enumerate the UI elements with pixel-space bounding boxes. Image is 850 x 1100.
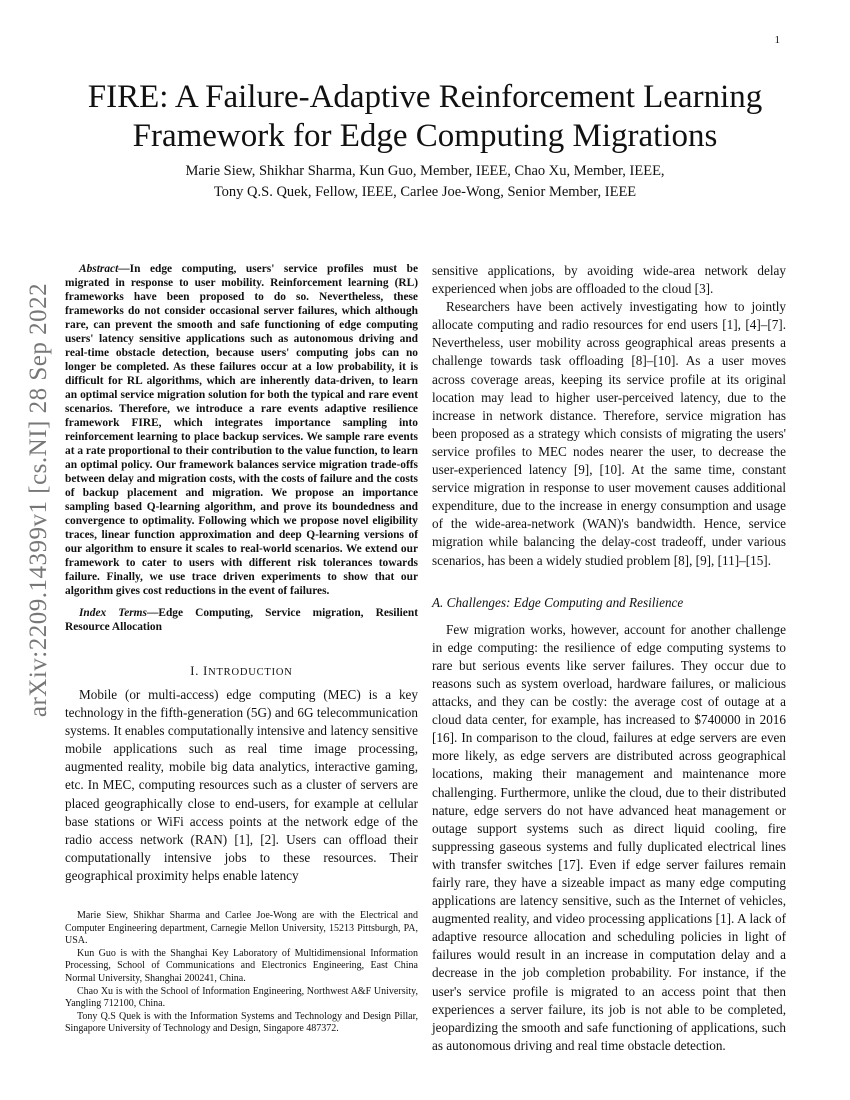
footnote-1: Marie Siew, Shikhar Sharma and Carlee Joe-Wong are with the Electrical and Computer Engineering department, Carnegie Mellon University, 15213 Pittsburgh, PA, USA. bbox=[65, 910, 418, 947]
author-block bbox=[60, 161, 790, 203]
author-line-2: Tony Q.S. Quek, Fellow, IEEE, Carlee Joe-Wong, Senior Member, IEEE bbox=[213, 184, 637, 200]
intro-paragraph-continuation: sensitive applications, by avoiding wide-area network delay experienced when jobs are offloaded to the cloud [3]. bbox=[432, 263, 786, 297]
section-numeral: I. I bbox=[190, 664, 209, 678]
left-column bbox=[65, 262, 418, 885]
arxiv-identifier: arXiv:2209.14399v1 [cs.NI] 28 Sep 2022 bbox=[25, 282, 52, 718]
right-column bbox=[432, 262, 786, 1055]
index-terms-text: —Edge Computing, Service migration, Resilient Resource Allocation bbox=[65, 607, 418, 633]
section-title-rest: NTRODUCTION bbox=[208, 667, 293, 678]
abstract-text: —In edge computing, users' service profiles must be migrated in response to user mobility. Reinforcement learning (RL) frameworks have been proposed to do so. Nevertheless, these frameworks do not consider occasional server failures, which although rare, can prevent the smooth and safe functioning of edge computing users' latency sensitive applications such as autonomous driving and real-time obstacle detection, because users' computing jobs can no longer be completed. As these failures occur at a low probability, it is difficult for RL algorithms, which are inherently data-driven, to learn an optimal service migration solution for both the typical and rare event scenarios. Therefore, we introduce a rare events adaptive resilience framework FIRE, which integrates importance sampling into reinforcement learning to place backup services. We sample rare events at a rate proportional to their contribution to the value function, to learn an optimal policy. Our framework balances service migration trade-offs between delay and migration costs, with the costs of failure and the costs of backup placement and migration. We propose an importance sampling based Q-learning algorithm, and prove its boundedness and convergence to optimality. Following which we propose novel eligibility traces, linear function approximation and deep Q-learning versions of our algorithm to ensure it scales to real-world scenarios. We extend our framework to cater to users with different risk tolerances towards failure. Finally, we use trace driven experiments to show that our algorithm gives cost reductions in the event of failures. bbox=[65, 263, 418, 597]
page-number: 1 bbox=[774, 34, 780, 46]
arxiv-side-stamp bbox=[20, 282, 58, 718]
introduction-body bbox=[65, 686, 418, 885]
intro-paragraph-2: Researchers have been actively investigating how to jointly allocate computing and radio resources for end users [1], [4]–[7]. Nevertheless, user mobility across geographical areas presents a challenge towards task offloading [8]–[10]. As a user moves across coverage areas, keeping its service profile at its original location may lead to higher user-perceived latency, due to the increase in network distance. Therefore, service migration has been proposed as a strategy which consists of migrating the users' service profiles to MEC nodes nearer the user, to decrease the user-experienced latency [9], [10]. At the same time, constant service migration in response to user movement causes additional expenditure, due to the increase in energy consumption and usage of the wide-area-network (WAN)'s bandwidth. Hence, service migration while balancing the delay-cost tradeoff, under various scenarios, has been a widely studied problem [8], [9], [11]–[15]. bbox=[432, 299, 786, 568]
footnote-4: Tony Q.S Quek is with the Information Systems and Technology and Design Pillar, Singapore University of Technology and Design, Singapore 487372. bbox=[65, 1010, 418, 1035]
abstract bbox=[65, 262, 418, 598]
index-terms-label: Index Terms bbox=[79, 607, 147, 619]
index-terms bbox=[65, 606, 418, 634]
paper-title: FIRE: A Failure-Adaptive Reinforcement Learning Framework for Edge Computing Migrations bbox=[87, 79, 763, 154]
section-heading-introduction bbox=[65, 664, 418, 679]
author-affiliations-footnotes bbox=[65, 910, 418, 1036]
abstract-label: Abstract bbox=[79, 263, 119, 275]
author-line-1: Marie Siew, Shikhar Sharma, Kun Guo, Member, IEEE, Chao Xu, Member, IEEE, bbox=[185, 163, 665, 179]
footnote-3: Chao Xu is with the School of Information Engineering, Northwest A&F University, Yangling 712100, China. bbox=[65, 985, 418, 1010]
subsection-heading-challenges: A. Challenges: Edge Computing and Resilience bbox=[432, 594, 684, 610]
footnote-2: Kun Guo is with the Shanghai Key Laboratory of Multidimensional Information Processing, School of Communications and Electronics Engineering, East China Normal University, Shanghai 200241, China. bbox=[65, 947, 418, 984]
intro-paragraph-1: Mobile (or multi-access) edge computing (MEC) is a key technology in the fifth-generation (5G) and 6G telecommunication systems. It enables computationally intensive and latency sensitive mobile applications such as real time image processing, augmented reality, mobile big data analytics, interactive gaming, etc. In MEC, computing resources such as a cluster of servers are placed geographically close to end-users, for example at cellular base stations or WiFi access points at the network edge of the radio access network (RAN) [1], [2]. Users can offload their computationally intensive jobs to these resources. Their geographical proximity helps enable latency bbox=[65, 687, 418, 883]
challenges-paragraph: Few migration works, however, account for another challenge in edge computing: the resilience of edge computing systems to rare but serious events like server failures. They occur due to reasons such as system overload, hardware failures, or malicious attacks, and they can be costly: the average cost of outage at a cloud data center, for example, has increased to $740000 in 2016 [16]. In comparison to the cloud, failures at edge servers are even more likely, as edge servers are distributed across geographical locations, making their management and maintenance more challenging. Furthermore, unlike the cloud, due to their distributed nature, edge servers do not have advanced heat management or outage support systems such as direct liquid cooling, fire suppressing gaseous systems and fully duplicated electrical lines with transfer switches [17]. Even if edge server failures remain fairly rare, they have a sizeable impact as many edge computing applications are latency sensitive, such as the Internet of vehicles, augmented reality, and video processing applications [1]. A lack of adaptive resource allocation and scheduling policies in light of failures would result in an increase in computation delay and a decrease in the job completion probability. For instance, if the user's service profile is migrated to an access point that then experiences a server failure, its job is not able to be completed, jeopardizing the smooth and safe functioning of applications, such as autonomous driving and real time obstacle detection. bbox=[432, 621, 786, 1053]
